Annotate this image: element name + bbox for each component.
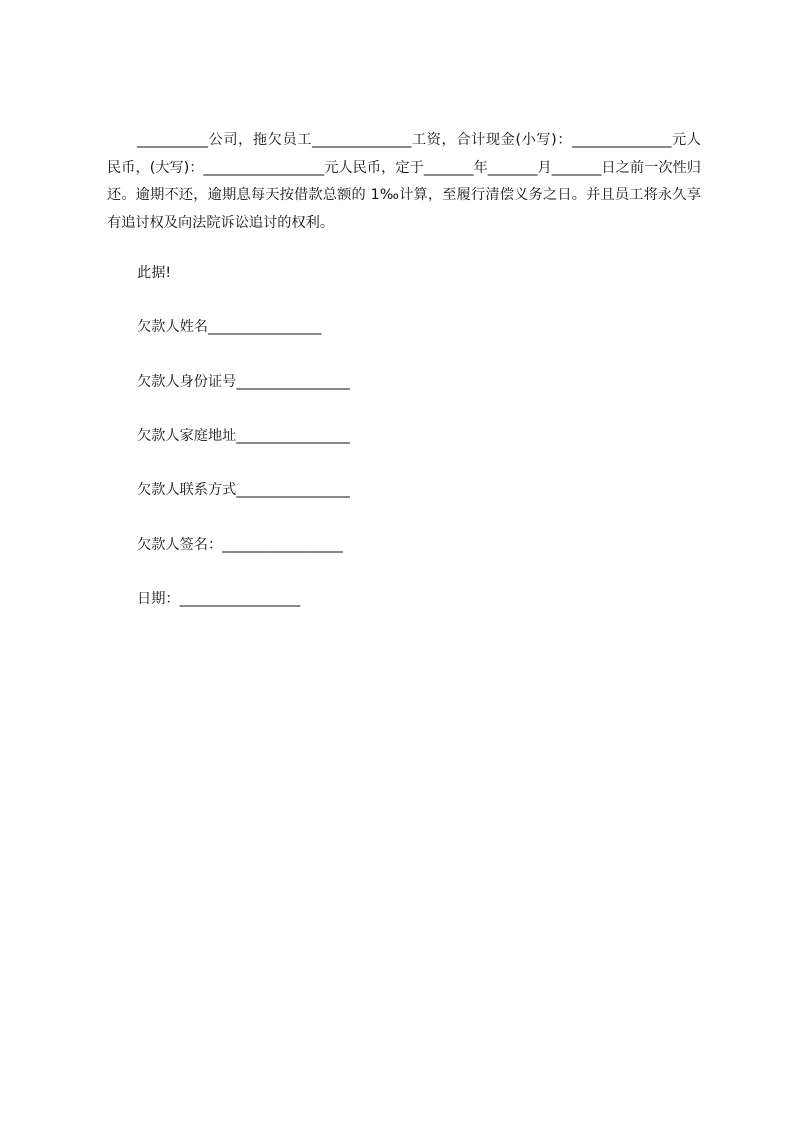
debtor-name-field: 欠款人姓名________________ bbox=[137, 319, 322, 335]
iou-body-paragraph: __________公司，拖欠员工______________工资，合计现金(小写)：______________元人民币，(大写)：_________________元人民币，定于_______年_______月_______日之前一次性归还。逾期不还，逾期息每天按借款总额的 1‰计算，至履行清偿义务之日。并且员工将永久享有追讨权及向法院诉讼追讨的权利。 bbox=[107, 132, 701, 231]
date-field: 日期：_________________ bbox=[137, 591, 301, 607]
debtor-address-field: 欠款人家庭地址________________ bbox=[137, 428, 350, 444]
debtor-signature-field: 欠款人签名：_________________ bbox=[137, 537, 343, 553]
debtor-id-field: 欠款人身份证号________________ bbox=[137, 374, 350, 390]
debtor-contact-field: 欠款人联系方式________________ bbox=[137, 482, 350, 498]
closing-text: 此据! bbox=[137, 265, 172, 281]
